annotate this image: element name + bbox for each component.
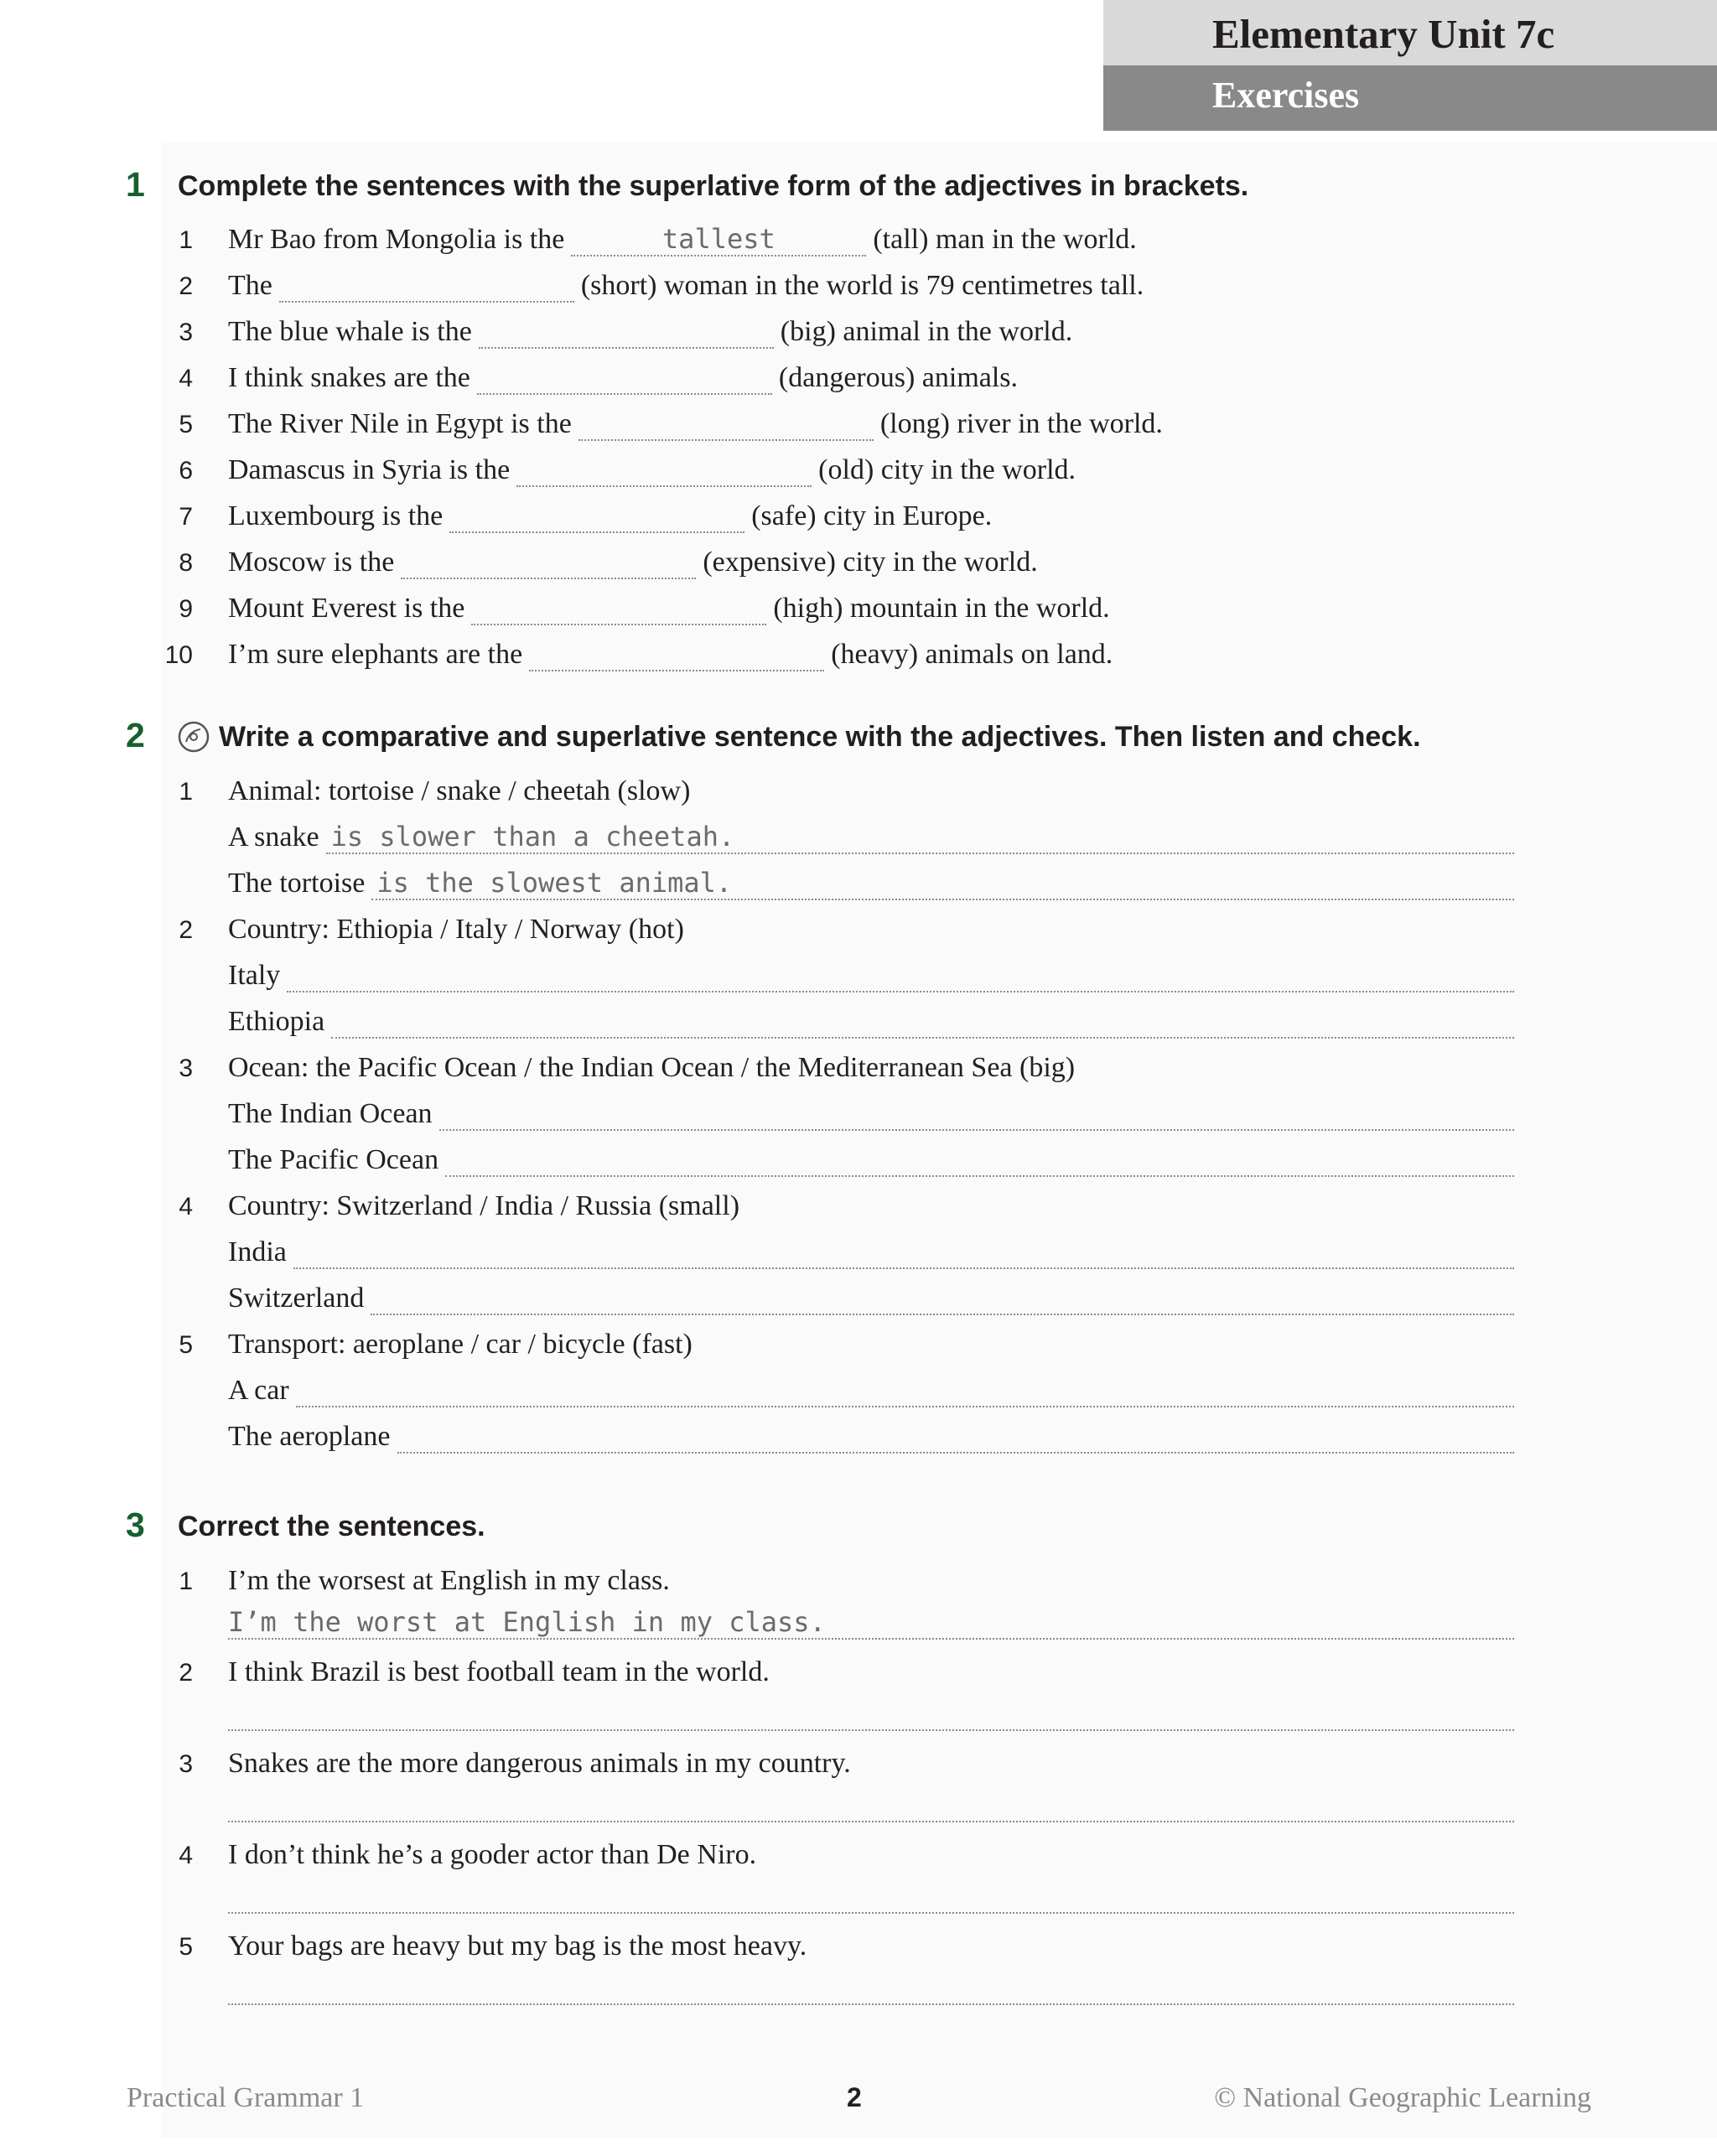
ex2-item-number: 3 [179, 1055, 193, 1082]
ex1-item-text-before: The [228, 270, 272, 301]
answer-line[interactable] [445, 1143, 1514, 1177]
ex1-item-text-after: (short) woman in the world is 79 centimetres tall. [580, 270, 1144, 301]
answer-blank[interactable] [401, 546, 696, 579]
ex1-item-text-after: (heavy) animals on land. [831, 639, 1113, 670]
ex2-item-number: 4 [179, 1193, 193, 1221]
footer-book-title: Practical Grammar 1 [127, 2082, 365, 2113]
ex3-item-number: 3 [179, 1750, 193, 1778]
ex1-item-9 [228, 592, 1110, 625]
ex1-item-text-before: Damascus in Syria is the [228, 454, 511, 485]
answer-line[interactable] [397, 1420, 1515, 1454]
ex1-item-number: 5 [179, 411, 193, 438]
ex2-line-start: Italy [228, 960, 281, 991]
ex2-answer-line [228, 867, 1514, 900]
ex1-item-text-after: (high) mountain in the world. [773, 593, 1110, 624]
section-subtitle: Exercises [1212, 75, 1360, 116]
ex3-item-sentence: Your bags are heavy but my bag is the most heavy. [228, 1931, 807, 1962]
answer-line[interactable] [228, 1970, 1514, 2005]
ex2-line-start: Switzerland [228, 1283, 365, 1314]
ex1-item-text-after: (big) animal in the world. [780, 316, 1073, 347]
ex3-item-sentence: I think Brazil is best football team in the world. [228, 1656, 770, 1687]
answer-blank[interactable] [578, 407, 874, 441]
ex1-item-3 [228, 315, 1072, 349]
exercise-3-number: 3 [126, 1506, 145, 1544]
ex1-item-number: 8 [179, 549, 193, 577]
ex1-item-10 [228, 638, 1113, 671]
ex1-item-number: 10 [164, 641, 193, 669]
ex3-item-number: 5 [179, 1933, 193, 1961]
ex1-item-text-after: (expensive) city in the world. [703, 547, 1038, 578]
handwritten-answer: is the slowest animal. [376, 867, 733, 899]
exercise-2-instruction: Write a comparative and superlative sentence with the adjectives. Then listen and check. [219, 721, 1421, 753]
handwritten-answer: I’m the worst at English in my class. [228, 1606, 826, 1638]
ex1-item-number: 9 [179, 595, 193, 623]
ex1-item-text-before: Luxembourg is the [228, 500, 444, 531]
ex1-item-text-after: (dangerous) animals. [778, 362, 1019, 393]
ex2-answer-line [228, 821, 1514, 854]
handwritten-answer: is slower than a cheetah. [330, 821, 735, 853]
ex2-answer-line [228, 1005, 1514, 1039]
ex2-line-start: Ethiopia [228, 1006, 325, 1037]
ex2-answer-line [228, 959, 1514, 992]
ex1-item-text-before: I’m sure elephants are the [228, 639, 523, 670]
ex2-item-number: 2 [179, 916, 193, 944]
exercise-1-number: 1 [126, 165, 145, 204]
ex2-line-start: India [228, 1236, 287, 1267]
footer-copyright: © National Geographic Learning [1214, 2082, 1591, 2113]
ex1-item-number: 1 [179, 226, 193, 254]
ex2-item-prompt: Transport: aeroplane / car / bicycle (fast) [228, 1329, 693, 1360]
answer-line[interactable] [287, 959, 1514, 992]
ex2-line-start: The tortoise [228, 868, 366, 899]
ex1-item-2 [228, 269, 1144, 303]
ex2-answer-line [228, 1143, 1514, 1177]
ex3-item-number: 2 [179, 1659, 193, 1687]
answer-blank[interactable] [479, 315, 774, 349]
ex2-item-prompt: Ocean: the Pacific Ocean / the Indian Ocean / the Mediterranean Sea (big) [228, 1052, 1076, 1083]
answer-blank[interactable] [477, 361, 772, 395]
ex2-answer-line [228, 1420, 1514, 1454]
ex1-item-7 [228, 500, 992, 533]
ex1-item-text-after: (tall) man in the world. [873, 224, 1137, 255]
ex2-answer-line [228, 1236, 1514, 1269]
ex3-item-sentence: Snakes are the more dangerous animals in my country. [228, 1748, 851, 1779]
ex2-item-prompt: Country: Switzerland / India / Russia (small) [228, 1190, 740, 1221]
answer-line[interactable] [228, 1787, 1514, 1822]
ex2-line-start: A car [228, 1375, 289, 1406]
ex1-item-1 [228, 223, 1137, 257]
ex1-item-4 [228, 361, 1018, 395]
header-subtitle-bar [1103, 65, 1717, 131]
answer-blank[interactable] [571, 223, 866, 257]
ex3-item-sentence: I’m the worsest at English in my class. [228, 1565, 670, 1596]
answer-blank[interactable] [516, 453, 812, 487]
ex1-item-text-before: The River Nile in Egypt is the [228, 408, 572, 439]
answer-blank[interactable] [279, 269, 574, 303]
ex2-item-prompt: Animal: tortoise / snake / cheetah (slow) [228, 775, 691, 806]
exercise-1-instruction: Complete the sentences with the superlative form of the adjectives in brackets. [178, 170, 1249, 202]
exercise-3-instruction: Correct the sentences. [178, 1511, 485, 1542]
ex3-item-sentence: I don’t think he’s a gooder actor than De Niro. [228, 1839, 757, 1870]
ex1-item-text-before: The blue whale is the [228, 316, 472, 347]
ex1-item-text-before: Moscow is the [228, 547, 395, 578]
ex1-item-text-after: (long) river in the world. [879, 408, 1163, 439]
answer-line[interactable] [331, 1005, 1514, 1039]
ex2-answer-line [228, 1097, 1514, 1131]
ex2-item-prompt: Country: Ethiopia / Italy / Norway (hot) [228, 914, 684, 945]
answer-line[interactable] [439, 1097, 1514, 1131]
answer-line[interactable] [371, 867, 1514, 900]
audio-disc-icon[interactable] [178, 721, 210, 753]
ex3-item-number: 4 [179, 1842, 193, 1869]
ex1-item-number: 6 [179, 457, 193, 485]
ex2-line-start: The Pacific Ocean [228, 1144, 439, 1175]
handwritten-answer: tallest [661, 223, 776, 255]
answer-line[interactable] [228, 1696, 1514, 1731]
answer-blank[interactable] [471, 592, 766, 625]
ex1-item-number: 7 [179, 503, 193, 531]
ex1-item-number: 3 [179, 319, 193, 346]
ex3-item-number: 1 [179, 1568, 193, 1595]
ex2-line-start: The Indian Ocean [228, 1098, 433, 1129]
ex1-item-text-after: (old) city in the world. [818, 454, 1076, 485]
ex1-item-6 [228, 453, 1076, 487]
answer-line[interactable] [371, 1282, 1514, 1315]
ex2-answer-line [228, 1282, 1514, 1315]
answer-line[interactable] [293, 1236, 1514, 1269]
ex1-item-5 [228, 407, 1163, 441]
unit-title: Elementary Unit 7c [1212, 11, 1555, 57]
answer-blank[interactable] [529, 638, 824, 671]
ex1-item-text-before: I think snakes are the [228, 362, 470, 393]
ex1-item-text-before: Mount Everest is the [228, 593, 465, 624]
ex1-item-text-before: Mr Bao from Mongolia is the [228, 224, 565, 255]
exercise-2-number: 2 [126, 716, 145, 754]
answer-line[interactable] [228, 1604, 1514, 1640]
ex2-item-number: 1 [179, 778, 193, 806]
ex2-item-number: 5 [179, 1331, 193, 1359]
page-number: 2 [847, 2082, 862, 2112]
ex2-line-start: A snake [228, 821, 319, 853]
answer-blank[interactable] [449, 500, 744, 533]
ex2-answer-line [228, 1374, 1514, 1407]
answer-line[interactable] [296, 1374, 1514, 1407]
ex1-item-8 [228, 546, 1038, 579]
answer-line[interactable] [228, 1879, 1514, 1914]
ex1-item-number: 4 [179, 365, 193, 392]
answer-line[interactable] [326, 821, 1514, 854]
ex1-item-number: 2 [179, 272, 193, 300]
ex1-item-text-after: (safe) city in Europe. [751, 500, 993, 531]
ex2-line-start: The aeroplane [228, 1421, 391, 1452]
